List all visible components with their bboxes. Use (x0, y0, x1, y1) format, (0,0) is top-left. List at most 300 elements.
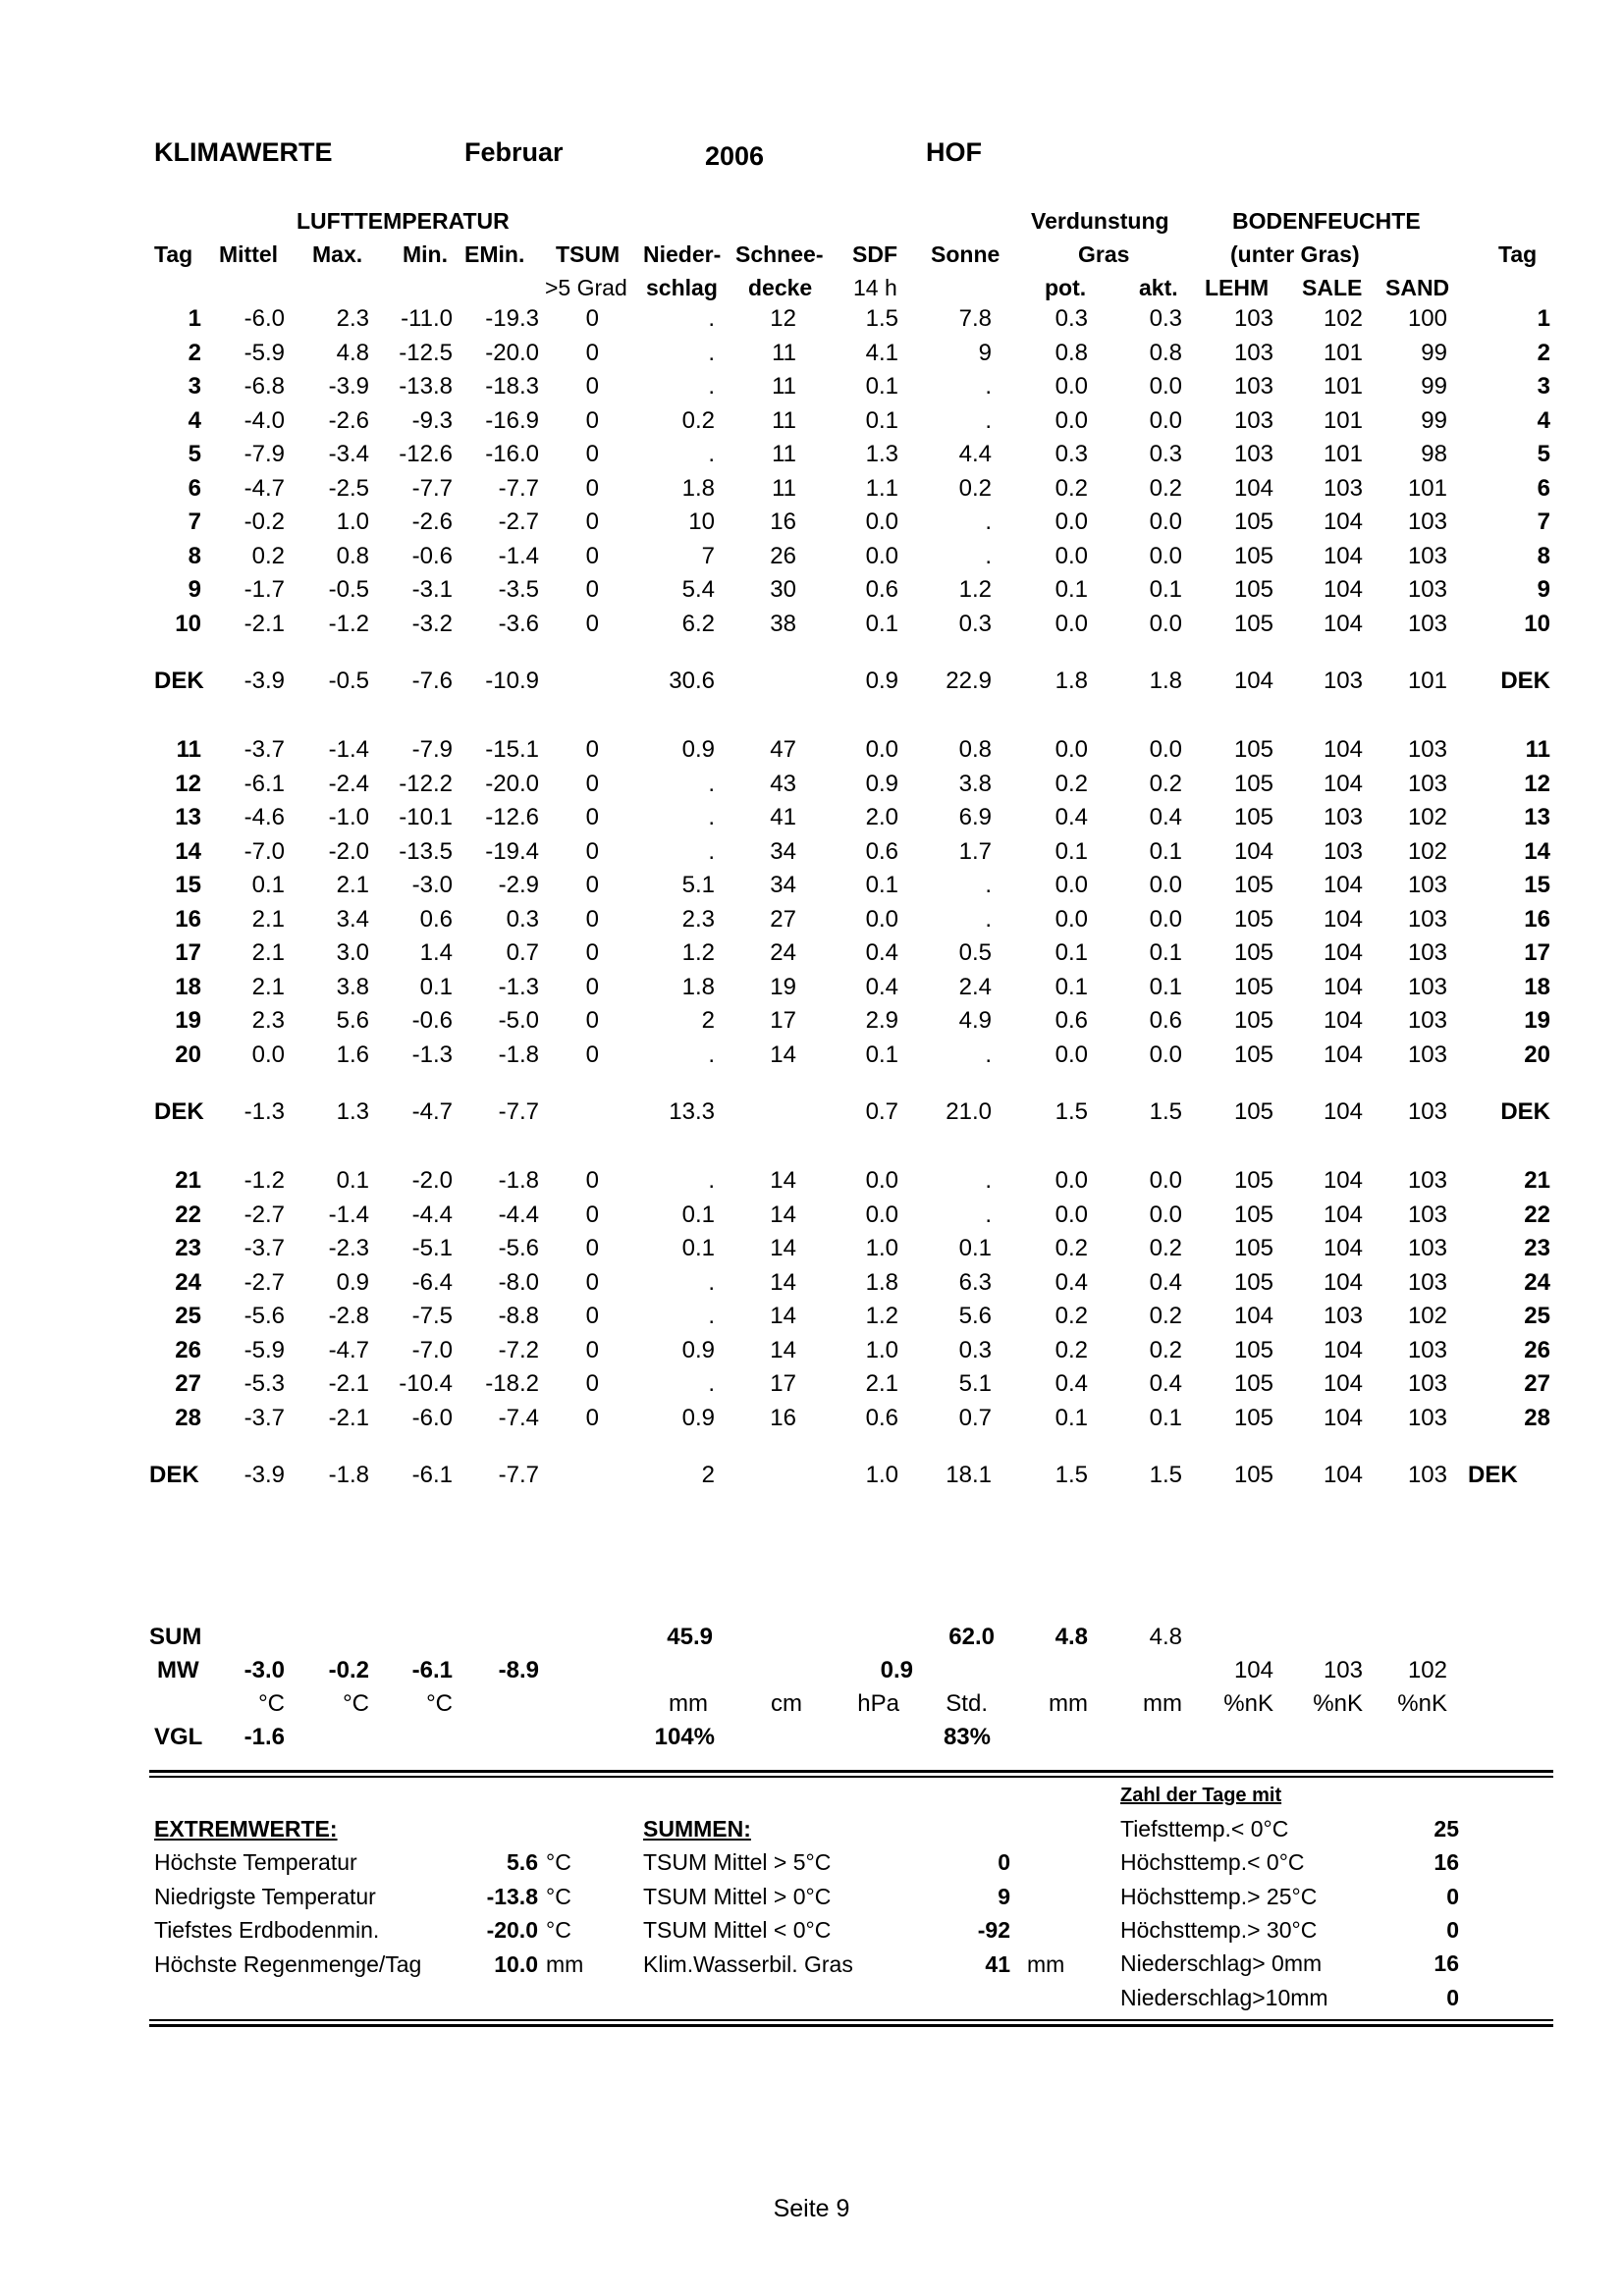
cell-sand: 102 (1407, 804, 1447, 830)
cell-sale: 104 (1323, 1336, 1363, 1363)
cell-akt: 0.0 (1149, 1167, 1182, 1194)
cell-tsum: 0 (585, 1336, 599, 1363)
cell-pot: 0.0 (1055, 1201, 1088, 1228)
table-row (0, 305, 1623, 339)
cell-mittel: -3.7 (243, 1235, 285, 1261)
table-row (0, 1007, 1623, 1041)
cell-min: -6.4 (411, 1268, 453, 1296)
cell-mittel: -4.6 (243, 804, 285, 830)
cell-tag: 11 (176, 736, 201, 763)
cell-pot: 0.0 (1055, 736, 1088, 763)
cell-min: -12.2 (399, 770, 453, 797)
unit-sdf: hPa (857, 1690, 899, 1717)
unit-akt: mm (1143, 1690, 1182, 1717)
cell-sand: 103 (1407, 508, 1447, 535)
cell-nieder: . (708, 441, 715, 467)
cell-min: -12.6 (399, 441, 453, 467)
cell-sonne: 0.5 (958, 939, 992, 966)
cell-pot: 0.8 (1055, 339, 1088, 366)
cell-lehm: 105 (1233, 508, 1273, 535)
cell-max: -3.4 (328, 441, 369, 467)
tage-value: 0 (1446, 1984, 1459, 2010)
cell-tag-right: 22 (1524, 1201, 1550, 1228)
cell-sdf: 2.0 (865, 804, 898, 830)
cell-sale: 104 (1323, 939, 1363, 966)
sum-sonne: 62.0 (948, 1624, 995, 1650)
cell-tsum: 0 (585, 441, 599, 467)
cell-sand: 99 (1421, 339, 1447, 366)
cell-akt: 0.4 (1149, 1268, 1182, 1296)
cell-tag-right: 25 (1524, 1303, 1550, 1329)
cell-schnee: 11 (772, 441, 796, 467)
summen-value: 0 (998, 1849, 1010, 1875)
cell-nieder: . (708, 1041, 715, 1068)
cell-tag: 17 (175, 939, 201, 966)
cell-akt: 0.0 (1149, 1041, 1182, 1068)
cell-sand: 103 (1407, 770, 1447, 797)
cell-mittel: -7.9 (243, 441, 285, 467)
cell-sonne: . (985, 1167, 992, 1194)
cell-schnee: 17 (770, 1007, 796, 1034)
extremwert-unit: mm (546, 1950, 584, 1977)
table-row (0, 340, 1623, 373)
cell-tag-right: 8 (1537, 542, 1550, 569)
cell-mittel: 0.0 (251, 1041, 285, 1068)
cell-sand: 103 (1407, 1404, 1447, 1431)
cell-sdf: 1.1 (865, 474, 898, 502)
table-row (0, 475, 1623, 508)
cell-akt: 0.2 (1149, 1235, 1182, 1261)
cell-pot: 0.2 (1055, 474, 1088, 502)
header-bodenfeuchte: BODENFEUCHTE (1232, 208, 1421, 234)
cell-lehm: 103 (1233, 373, 1273, 400)
cell-mittel: -2.7 (243, 1201, 285, 1228)
cell-akt: 0.0 (1149, 1201, 1182, 1228)
cell-min: -3.2 (411, 610, 453, 637)
cell-emin: -3.6 (498, 610, 539, 637)
cell-sdf: 1.3 (865, 441, 898, 467)
cell-pot: 0.1 (1055, 1404, 1088, 1431)
cell-mittel: 2.1 (251, 905, 285, 933)
unit-max: °C (343, 1690, 369, 1717)
cell-min: -7.9 (411, 736, 453, 763)
cell-sand: 103 (1407, 973, 1447, 1000)
cell-sale: 104 (1323, 736, 1363, 763)
cell-schnee: 34 (770, 872, 796, 898)
cell-tag: 26 (175, 1336, 201, 1363)
cell-mittel: -1.2 (243, 1167, 285, 1194)
cell-tag-right: 26 (1524, 1336, 1550, 1363)
cell-schnee: 34 (770, 837, 796, 865)
cell-min: -2.0 (411, 1167, 453, 1194)
cell-lehm: 105 (1233, 804, 1273, 830)
cell-nieder: . (708, 339, 715, 366)
cell-tag-right: 11 (1525, 736, 1550, 763)
cell-lehm: 103 (1233, 305, 1273, 332)
cell-lehm: 105 (1233, 973, 1273, 1000)
unit-nieder: mm (669, 1690, 708, 1717)
cell-tag-right: 24 (1524, 1268, 1550, 1296)
cell-sonne: 6.9 (958, 804, 992, 830)
header-gras: Gras (1078, 241, 1130, 267)
cell-nieder: 2.3 (681, 905, 715, 933)
cell-schnee: 16 (770, 508, 796, 535)
cell-tag-right: 12 (1524, 770, 1550, 797)
cell-min: -4.7 (411, 1098, 453, 1125)
cell-sale: 104 (1323, 770, 1363, 797)
cell-sand: 103 (1407, 905, 1447, 933)
cell-tsum: 0 (585, 1268, 599, 1296)
cell-tag: 3 (188, 373, 201, 400)
cell-min: -13.8 (399, 373, 453, 400)
cell-max: -2.1 (328, 1370, 369, 1397)
header-lufttemperatur: LUFTTEMPERATUR (297, 208, 510, 234)
cell-pot: 0.2 (1055, 770, 1088, 797)
cell-akt: 0.2 (1149, 474, 1182, 502)
tage-value: 16 (1434, 1950, 1459, 1977)
cell-emin: -20.0 (485, 770, 539, 797)
cell-tsum: 0 (585, 837, 599, 865)
cell-max: 0.1 (336, 1167, 369, 1194)
cell-nieder: . (708, 1370, 715, 1397)
cell-akt: 0.6 (1149, 1007, 1182, 1034)
cell-tsum: 0 (585, 1235, 599, 1261)
tage-label: Höchsttemp.> 30°C (1120, 1916, 1318, 1943)
cell-sale: 103 (1323, 804, 1363, 830)
summen-label: TSUM Mittel > 0°C (643, 1883, 832, 1909)
cell-lehm: 104 (1233, 837, 1273, 865)
cell-emin: -20.0 (485, 339, 539, 366)
vgl-sonne: 83% (943, 1724, 991, 1750)
cell-sdf: 0.9 (865, 770, 898, 797)
cell-tag-right: DEK (1500, 1098, 1550, 1125)
cell-pot: 0.4 (1055, 804, 1088, 830)
cell-lehm: 105 (1233, 576, 1273, 603)
cell-max: 2.3 (336, 305, 369, 332)
mw-lehm: 104 (1233, 1657, 1273, 1683)
extremwert-value: -13.8 (486, 1883, 538, 1909)
cell-max: 4.8 (336, 339, 369, 366)
cell-mittel: -6.0 (243, 305, 285, 332)
cell-akt: 0.1 (1149, 973, 1182, 1000)
header-verdunstung: Verdunstung (1031, 208, 1169, 234)
cell-max: -3.9 (328, 373, 369, 400)
table-row (0, 939, 1623, 973)
cell-emin: -15.1 (485, 736, 539, 763)
cell-sale: 104 (1323, 1268, 1363, 1296)
cell-pot: 1.5 (1055, 1098, 1088, 1125)
header-tag: Tag (154, 241, 193, 267)
summen-unit: mm (1027, 1950, 1065, 1977)
vgl-mittel: -1.6 (243, 1724, 285, 1750)
cell-pot: 0.0 (1055, 872, 1088, 898)
cell-sdf: 0.4 (865, 939, 898, 966)
cell-sonne: 3.8 (958, 770, 992, 797)
divider-bottom-1 (149, 2019, 1553, 2021)
unit-min: °C (426, 1690, 453, 1717)
cell-tag: 16 (175, 905, 201, 933)
cell-sale: 104 (1323, 905, 1363, 933)
cell-pot: 1.5 (1055, 1462, 1088, 1488)
cell-lehm: 105 (1233, 1007, 1273, 1034)
cell-tag: 4 (188, 406, 201, 434)
tage-value: 0 (1446, 1883, 1459, 1909)
cell-sonne: 18.1 (946, 1462, 992, 1488)
cell-tag: 21 (175, 1167, 201, 1194)
unit-schnee: cm (771, 1690, 802, 1717)
cell-min: -12.5 (399, 339, 453, 366)
table-row (0, 771, 1623, 804)
cell-tag: 19 (175, 1007, 201, 1034)
header-lehm: LEHM (1205, 275, 1270, 300)
cell-sdf: 0.6 (865, 837, 898, 865)
cell-tag-right: 6 (1537, 474, 1550, 502)
cell-sonne: 1.2 (958, 576, 992, 603)
header-schlag: schlag (646, 275, 718, 300)
cell-max: -1.8 (328, 1462, 369, 1488)
cell-sdf: 1.0 (865, 1235, 898, 1261)
cell-tag-right: 27 (1524, 1370, 1550, 1397)
cell-tag: 22 (175, 1201, 201, 1228)
cell-nieder: 13.3 (669, 1098, 715, 1125)
cell-sale: 104 (1323, 1201, 1363, 1228)
tage-heading: Zahl der Tage mit (1120, 1785, 1282, 1806)
table-row (0, 1370, 1623, 1404)
unit-sale: %nK (1313, 1690, 1363, 1717)
cell-akt: 0.1 (1149, 939, 1182, 966)
cell-nieder: . (708, 305, 715, 332)
mw-min: -6.1 (411, 1657, 453, 1683)
cell-sand: 103 (1407, 1462, 1447, 1488)
cell-tsum: 0 (585, 1201, 599, 1228)
cell-sdf: 1.8 (865, 1268, 898, 1296)
cell-min: -7.5 (411, 1303, 453, 1329)
cell-sand: 99 (1421, 373, 1447, 400)
cell-schnee: 14 (770, 1268, 796, 1296)
header-min: Min. (403, 241, 448, 267)
cell-mittel: -2.1 (243, 610, 285, 637)
cell-max: -2.5 (328, 474, 369, 502)
table-row (0, 611, 1623, 644)
cell-sand: 102 (1407, 1303, 1447, 1329)
cell-nieder: 10 (688, 508, 715, 535)
vgl-label: VGL (154, 1724, 203, 1750)
cell-akt: 0.1 (1149, 837, 1182, 865)
cell-lehm: 105 (1233, 905, 1273, 933)
tage-label: Niederschlag> 0mm (1120, 1950, 1323, 1977)
summen-label: TSUM Mittel > 5°C (643, 1849, 832, 1875)
extremwert-label: Höchste Temperatur (154, 1849, 357, 1875)
header-sale: SALE (1302, 275, 1363, 300)
cell-emin: -7.4 (498, 1404, 539, 1431)
cell-pot: 0.2 (1055, 1303, 1088, 1329)
cell-sale: 101 (1323, 441, 1363, 467)
cell-nieder: . (708, 837, 715, 865)
cell-schnee: 11 (772, 373, 796, 400)
cell-tsum: 0 (585, 305, 599, 332)
cell-min: -6.1 (411, 1462, 453, 1488)
header-grad: >5 Grad (545, 275, 627, 300)
mw-emin: -8.9 (498, 1657, 539, 1683)
cell-sand: 103 (1407, 1041, 1447, 1068)
cell-nieder: 0.9 (681, 1336, 715, 1363)
cell-schnee: 14 (770, 1235, 796, 1261)
cell-max: 0.8 (336, 542, 369, 569)
cell-sonne: 0.3 (958, 1336, 992, 1363)
cell-emin: -10.9 (485, 667, 539, 694)
cell-emin: -19.3 (485, 305, 539, 332)
cell-tsum: 0 (585, 508, 599, 535)
cell-sdf: 0.1 (865, 1041, 898, 1068)
cell-sale: 104 (1323, 1370, 1363, 1397)
cell-sand: 103 (1407, 1235, 1447, 1261)
cell-min: -4.4 (411, 1201, 453, 1228)
cell-nieder: 30.6 (669, 667, 715, 694)
cell-max: 3.4 (336, 905, 369, 933)
cell-emin: -12.6 (485, 804, 539, 830)
cell-tag-right: 15 (1524, 872, 1550, 898)
header-sand: SAND (1385, 275, 1450, 300)
cell-sand: 100 (1407, 305, 1447, 332)
cell-lehm: 105 (1233, 1167, 1273, 1194)
cell-sale: 104 (1323, 1041, 1363, 1068)
cell-sale: 104 (1323, 1098, 1363, 1125)
cell-lehm: 105 (1233, 1370, 1273, 1397)
header-nieder: Nieder- (643, 241, 722, 267)
cell-nieder: 2 (701, 1007, 715, 1034)
cell-sdf: 0.0 (865, 1167, 898, 1194)
cell-sand: 103 (1407, 1167, 1447, 1194)
cell-sdf: 1.5 (865, 305, 898, 332)
cell-akt: 0.1 (1149, 576, 1182, 603)
cell-max: 5.6 (336, 1007, 369, 1034)
cell-sale: 101 (1323, 373, 1363, 400)
cell-tag-right: DEK (1500, 667, 1550, 694)
summen-heading: SUMMEN: (643, 1816, 751, 1842)
cell-sdf: 0.1 (865, 872, 898, 898)
cell-sand: 98 (1421, 441, 1447, 467)
cell-min: -2.6 (411, 508, 453, 535)
cell-schnee: 14 (770, 1201, 796, 1228)
tage-label: Höchsttemp.< 0°C (1120, 1849, 1305, 1876)
cell-sonne: 0.8 (958, 736, 992, 763)
cell-tsum: 0 (585, 1404, 599, 1431)
cell-schnee: 27 (770, 905, 796, 933)
cell-emin: 0.7 (506, 939, 539, 966)
cell-lehm: 105 (1233, 1462, 1273, 1488)
divider-top-1 (149, 1770, 1553, 1773)
cell-min: 0.6 (419, 905, 453, 933)
cell-akt: 0.2 (1149, 1303, 1182, 1329)
table-row (0, 1337, 1623, 1370)
cell-sale: 101 (1323, 406, 1363, 434)
cell-tag: 9 (188, 576, 201, 603)
cell-mittel: -5.9 (243, 1336, 285, 1363)
cell-sonne: 5.6 (958, 1303, 992, 1329)
cell-sdf: 0.0 (865, 508, 898, 535)
cell-lehm: 105 (1233, 872, 1273, 898)
header-sdf: SDF (852, 241, 897, 267)
cell-emin: -19.4 (485, 837, 539, 865)
cell-sdf: 0.4 (865, 973, 898, 1000)
cell-tag-right: 28 (1524, 1404, 1550, 1431)
cell-tag: 2 (188, 339, 201, 366)
cell-sand: 103 (1407, 939, 1447, 966)
cell-nieder: 7 (701, 542, 715, 569)
cell-max: -1.2 (328, 610, 369, 637)
cell-mittel: 2.3 (251, 1007, 285, 1034)
cell-sale: 103 (1323, 667, 1363, 694)
cell-lehm: 104 (1233, 667, 1273, 694)
cell-emin: 0.3 (506, 905, 539, 933)
cell-mittel: -3.9 (243, 667, 285, 694)
cell-mittel: -5.9 (243, 339, 285, 366)
cell-pot: 0.6 (1055, 1007, 1088, 1034)
cell-tsum: 0 (585, 905, 599, 933)
cell-sale: 104 (1323, 1167, 1363, 1194)
cell-emin: -5.0 (498, 1007, 539, 1034)
cell-min: -7.0 (411, 1336, 453, 1363)
cell-akt: 0.1 (1149, 1404, 1182, 1431)
header-emin: EMin. (464, 241, 525, 267)
cell-sand: 103 (1407, 576, 1447, 603)
cell-mittel: 0.2 (251, 542, 285, 569)
cell-sale: 103 (1323, 1303, 1363, 1329)
cell-emin: -7.7 (498, 474, 539, 502)
cell-max: -2.4 (328, 770, 369, 797)
table-row (0, 441, 1623, 474)
cell-sonne: 9 (978, 339, 992, 366)
cell-tsum: 0 (585, 576, 599, 603)
cell-sale: 104 (1323, 1235, 1363, 1261)
cell-sdf: 0.0 (865, 905, 898, 933)
cell-sand: 103 (1407, 736, 1447, 763)
cell-min: 1.4 (419, 939, 453, 966)
vgl-nieder: 104% (654, 1724, 715, 1750)
cell-nieder: 1.2 (681, 939, 715, 966)
cell-pot: 0.3 (1055, 441, 1088, 467)
cell-akt: 1.8 (1149, 667, 1182, 694)
cell-emin: -3.5 (498, 576, 539, 603)
cell-tag: 18 (175, 973, 201, 1000)
cell-tag: 25 (175, 1303, 201, 1329)
cell-tag-right: 3 (1537, 373, 1550, 400)
cell-max: -2.1 (328, 1404, 369, 1431)
cell-max: -0.5 (328, 667, 369, 694)
cell-sale: 104 (1323, 1462, 1363, 1488)
summen-label: Klim.Wasserbil. Gras (643, 1950, 853, 1977)
table-row (0, 974, 1623, 1007)
cell-min: -3.1 (411, 576, 453, 603)
cell-lehm: 105 (1233, 1404, 1273, 1431)
report-station: HOF (926, 137, 982, 167)
cell-tag-right: 14 (1524, 837, 1550, 865)
cell-sale: 104 (1323, 576, 1363, 603)
cell-lehm: 104 (1233, 1303, 1273, 1329)
cell-akt: 0.0 (1149, 373, 1182, 400)
cell-tsum: 0 (585, 872, 599, 898)
table-row (0, 804, 1623, 837)
cell-nieder: 1.8 (681, 474, 715, 502)
table-row (0, 1167, 1623, 1201)
cell-mittel: -1.7 (243, 576, 285, 603)
table-row (0, 1235, 1623, 1268)
cell-lehm: 105 (1233, 1268, 1273, 1296)
report-year: 2006 (705, 141, 765, 171)
cell-max: -1.4 (328, 736, 369, 763)
cell-sonne: . (985, 542, 992, 569)
extremwert-value: -20.0 (486, 1917, 538, 1943)
